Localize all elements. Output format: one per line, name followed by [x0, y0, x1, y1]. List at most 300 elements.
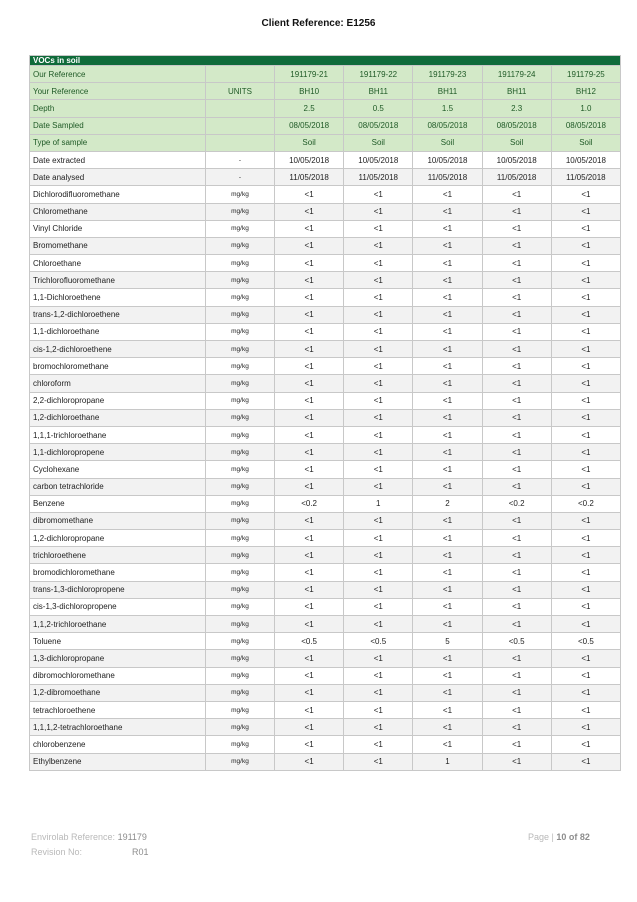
result-cell: <1	[413, 409, 482, 426]
analyte-name: 1,2-dichloropropane	[30, 530, 206, 547]
table-row	[30, 375, 621, 392]
revision-number	[31, 847, 149, 857]
result-cell: <1	[551, 736, 620, 753]
analyte-name: Chloroethane	[30, 255, 206, 272]
result-cell: <1	[551, 341, 620, 358]
result-cell: <1	[482, 512, 551, 529]
result-cell: <1	[551, 375, 620, 392]
result-cell: <1	[551, 220, 620, 237]
page-current: 10	[556, 832, 567, 842]
analyte-unit: mg/kg	[206, 736, 275, 753]
result-cell: 1	[413, 753, 482, 770]
analyte-unit: mg/kg	[206, 409, 275, 426]
table-row	[30, 255, 621, 272]
analyte-unit: mg/kg	[206, 237, 275, 254]
result-cell: <1	[344, 478, 413, 495]
result-cell: <1	[344, 547, 413, 564]
table-row	[30, 444, 621, 461]
table-row	[30, 461, 621, 478]
analyte-unit: mg/kg	[206, 255, 275, 272]
header-value: 08/05/2018	[551, 117, 620, 134]
result-cell: <1	[551, 667, 620, 684]
result-cell: <1	[413, 667, 482, 684]
analyte-name: trichloroethene	[30, 547, 206, 564]
header-value: 1.0	[551, 100, 620, 117]
result-cell: <1	[275, 409, 344, 426]
result-cell: <0.5	[275, 633, 344, 650]
analyte-name: dibromochloromethane	[30, 667, 206, 684]
analyte-unit: mg/kg	[206, 667, 275, 684]
header-value: BH11	[413, 83, 482, 100]
table-row	[30, 512, 621, 529]
analyte-unit: -	[206, 151, 275, 168]
analyte-name: 1,1-dichloropropene	[30, 444, 206, 461]
result-cell: <1	[275, 461, 344, 478]
result-cell: <1	[551, 409, 620, 426]
result-cell: <1	[551, 186, 620, 203]
result-cell: <1	[551, 753, 620, 770]
result-cell: <1	[344, 203, 413, 220]
analyte-name: Benzene	[30, 495, 206, 512]
result-cell: <1	[413, 358, 482, 375]
result-cell: <1	[482, 392, 551, 409]
analyte-unit: mg/kg	[206, 444, 275, 461]
analyte-name: Dichlorodifluoromethane	[30, 186, 206, 203]
header-value: Soil	[344, 134, 413, 151]
table-row	[30, 616, 621, 633]
result-cell: <1	[344, 736, 413, 753]
result-cell: <1	[344, 461, 413, 478]
result-cell: <1	[275, 255, 344, 272]
header-value: 191179-25	[551, 66, 620, 83]
analyte-name: 1,3-dichloropropane	[30, 650, 206, 667]
result-cell: <1	[413, 341, 482, 358]
result-cell: <1	[275, 306, 344, 323]
header-value: 191179-21	[275, 66, 344, 83]
header-value: Soil	[413, 134, 482, 151]
result-cell: <1	[344, 701, 413, 718]
result-cell: <0.2	[482, 495, 551, 512]
result-cell: <1	[551, 547, 620, 564]
analyte-name: 1,2-dichloroethane	[30, 409, 206, 426]
client-reference: Client Reference: E1256	[261, 18, 376, 29]
result-cell: <1	[275, 358, 344, 375]
table-row	[30, 736, 621, 753]
result-cell: 5	[413, 633, 482, 650]
analyte-name: 1,1-Dichloroethene	[30, 289, 206, 306]
result-cell: <1	[551, 598, 620, 615]
table-row	[30, 598, 621, 615]
analyte-name: 1,1,1,2-tetrachloroethane	[30, 719, 206, 736]
result-cell: <1	[344, 650, 413, 667]
result-cell: 1	[344, 495, 413, 512]
header-value: Soil	[275, 134, 344, 151]
result-cell: <1	[413, 426, 482, 443]
header-row	[30, 134, 621, 151]
analyte-name: tetrachloroethene	[30, 701, 206, 718]
analyte-unit: mg/kg	[206, 581, 275, 598]
table-row	[30, 341, 621, 358]
analyte-name: trans-1,3-dichloropropene	[30, 581, 206, 598]
header-value: 08/05/2018	[275, 117, 344, 134]
analyte-name: cis-1,2-dichloroethene	[30, 341, 206, 358]
analyte-name: carbon tetrachloride	[30, 478, 206, 495]
analyte-unit: mg/kg	[206, 564, 275, 581]
result-cell: <1	[482, 701, 551, 718]
result-cell: <1	[413, 375, 482, 392]
result-cell: <1	[275, 444, 344, 461]
result-cell: <1	[344, 323, 413, 340]
header-units	[206, 100, 275, 117]
header-value: BH12	[551, 83, 620, 100]
analyte-unit: mg/kg	[206, 341, 275, 358]
analyte-unit: mg/kg	[206, 306, 275, 323]
result-cell: <1	[482, 237, 551, 254]
analyte-unit: mg/kg	[206, 220, 275, 237]
header-value: 2.5	[275, 100, 344, 117]
result-cell: <1	[551, 461, 620, 478]
result-cell: <1	[344, 684, 413, 701]
result-cell: 10/05/2018	[275, 151, 344, 168]
result-cell: <1	[275, 753, 344, 770]
table-row	[30, 650, 621, 667]
result-cell: <1	[413, 736, 482, 753]
result-cell: <1	[482, 684, 551, 701]
header-units	[206, 134, 275, 151]
header-value: Soil	[551, 134, 620, 151]
result-cell: <1	[413, 323, 482, 340]
result-cell: <1	[551, 323, 620, 340]
analyte-name: Vinyl Chloride	[30, 220, 206, 237]
result-cell: <1	[482, 616, 551, 633]
table-row	[30, 272, 621, 289]
table-row	[30, 547, 621, 564]
result-cell: <1	[551, 478, 620, 495]
result-cell: <1	[482, 323, 551, 340]
analyte-name: Chloromethane	[30, 203, 206, 220]
result-cell: <1	[344, 426, 413, 443]
result-cell: <1	[275, 598, 344, 615]
result-cell: <1	[344, 564, 413, 581]
result-cell: <1	[482, 753, 551, 770]
table-row	[30, 426, 621, 443]
page-number	[528, 832, 590, 842]
header-label: Type of sample	[30, 134, 206, 151]
header-value: 2.3	[482, 100, 551, 117]
header-value: 191179-23	[413, 66, 482, 83]
result-cell: <1	[344, 375, 413, 392]
table-row	[30, 530, 621, 547]
table-row	[30, 581, 621, 598]
result-cell: <1	[344, 444, 413, 461]
result-cell: 11/05/2018	[344, 169, 413, 186]
analyte-unit: mg/kg	[206, 186, 275, 203]
header-units	[206, 117, 275, 134]
result-cell: <1	[275, 581, 344, 598]
analyte-unit: mg/kg	[206, 478, 275, 495]
table-row	[30, 564, 621, 581]
table-title: VOCs in soil	[30, 56, 621, 66]
result-cell: <1	[551, 581, 620, 598]
result-cell: <1	[344, 220, 413, 237]
analyte-unit: mg/kg	[206, 598, 275, 615]
table-row	[30, 203, 621, 220]
header-value: 08/05/2018	[344, 117, 413, 134]
page-of: of	[568, 832, 578, 842]
analyte-name: bromodichloromethane	[30, 564, 206, 581]
header-row	[30, 117, 621, 134]
table-row	[30, 289, 621, 306]
header-units	[206, 66, 275, 83]
analyte-name: chlorobenzene	[30, 736, 206, 753]
analyte-unit: mg/kg	[206, 426, 275, 443]
result-cell: <1	[344, 358, 413, 375]
result-cell: <1	[344, 616, 413, 633]
result-cell: <1	[275, 220, 344, 237]
result-cell: <1	[413, 564, 482, 581]
result-cell: <1	[344, 581, 413, 598]
result-cell: <0.2	[551, 495, 620, 512]
result-cell: <1	[482, 736, 551, 753]
result-cell: 11/05/2018	[482, 169, 551, 186]
revision-label: Revision No:	[31, 847, 83, 857]
result-cell: <1	[482, 719, 551, 736]
result-cell: <1	[413, 547, 482, 564]
analyte-unit: mg/kg	[206, 530, 275, 547]
result-cell: <1	[275, 564, 344, 581]
header-value: Soil	[482, 134, 551, 151]
result-cell: <1	[275, 392, 344, 409]
analyte-name: Cyclohexane	[30, 461, 206, 478]
table-row	[30, 186, 621, 203]
analyte-name: 1,1,2-trichloroethane	[30, 616, 206, 633]
result-cell: <1	[413, 203, 482, 220]
result-cell: <1	[275, 701, 344, 718]
result-cell: <1	[344, 341, 413, 358]
result-cell: <1	[482, 426, 551, 443]
result-cell: 11/05/2018	[413, 169, 482, 186]
result-cell: <1	[413, 237, 482, 254]
analyte-unit: mg/kg	[206, 701, 275, 718]
analyte-name: 2,2-dichloropropane	[30, 392, 206, 409]
header-row	[30, 83, 621, 100]
result-cell: <1	[551, 237, 620, 254]
result-cell: <0.2	[275, 495, 344, 512]
table-row	[30, 667, 621, 684]
analyte-unit: mg/kg	[206, 358, 275, 375]
result-cell: <1	[551, 564, 620, 581]
result-cell: <1	[275, 667, 344, 684]
result-cell: <1	[482, 255, 551, 272]
analyte-unit: mg/kg	[206, 547, 275, 564]
result-cell: <1	[413, 255, 482, 272]
result-cell: <1	[551, 255, 620, 272]
analyte-unit: mg/kg	[206, 461, 275, 478]
analyte-name: Toluene	[30, 633, 206, 650]
result-cell: <1	[275, 478, 344, 495]
result-cell: <1	[482, 186, 551, 203]
header-value: 191179-24	[482, 66, 551, 83]
result-cell: <1	[275, 512, 344, 529]
voc-results-table	[29, 55, 621, 771]
result-cell: <0.5	[482, 633, 551, 650]
analyte-unit: mg/kg	[206, 633, 275, 650]
result-cell: <1	[344, 753, 413, 770]
result-cell: <1	[275, 547, 344, 564]
result-cell: <1	[482, 203, 551, 220]
result-cell: 11/05/2018	[275, 169, 344, 186]
header-value: 08/05/2018	[413, 117, 482, 134]
result-cell: <1	[413, 530, 482, 547]
result-cell: <1	[551, 358, 620, 375]
page-label: Page |	[528, 832, 554, 842]
result-cell: <1	[413, 186, 482, 203]
result-cell: <1	[413, 616, 482, 633]
result-cell: <1	[551, 392, 620, 409]
result-cell: <1	[413, 220, 482, 237]
result-cell: <1	[482, 306, 551, 323]
result-cell: <1	[344, 512, 413, 529]
result-cell: <1	[275, 272, 344, 289]
header-value: BH10	[275, 83, 344, 100]
table-row	[30, 409, 621, 426]
header-label: Our Reference	[30, 66, 206, 83]
result-cell: <1	[482, 581, 551, 598]
table-row	[30, 169, 621, 186]
analyte-unit: mg/kg	[206, 203, 275, 220]
analyte-name: Date extracted	[30, 151, 206, 168]
table-row	[30, 220, 621, 237]
table-row	[30, 684, 621, 701]
analyte-unit: -	[206, 169, 275, 186]
result-cell: <1	[551, 701, 620, 718]
result-cell: <1	[413, 444, 482, 461]
result-cell: <1	[482, 650, 551, 667]
page-total: 82	[579, 832, 590, 842]
analyte-name: Bromomethane	[30, 237, 206, 254]
result-cell: <1	[551, 616, 620, 633]
analyte-name: 1,1,1-trichloroethane	[30, 426, 206, 443]
analyte-name: Trichlorofluoromethane	[30, 272, 206, 289]
table-row	[30, 753, 621, 770]
analyte-name: Ethylbenzene	[30, 753, 206, 770]
envirolab-reference-label: Envirolab Reference:	[31, 832, 116, 842]
result-cell: 2	[413, 495, 482, 512]
table-row	[30, 306, 621, 323]
envirolab-reference-value: 191179	[117, 832, 147, 842]
result-cell: <1	[344, 667, 413, 684]
result-cell: <1	[413, 306, 482, 323]
result-cell: <1	[275, 684, 344, 701]
header-label: Date Sampled	[30, 117, 206, 134]
result-cell: <1	[482, 530, 551, 547]
result-cell: <1	[344, 530, 413, 547]
result-cell: <1	[482, 289, 551, 306]
result-cell: <1	[413, 684, 482, 701]
result-cell: <1	[344, 289, 413, 306]
analyte-unit: mg/kg	[206, 616, 275, 633]
analyte-name: trans-1,2-dichloroethene	[30, 306, 206, 323]
analyte-unit: mg/kg	[206, 375, 275, 392]
result-cell: <1	[413, 478, 482, 495]
analyte-name: 1,2-dibromoethane	[30, 684, 206, 701]
analyte-name: 1,1-dichloroethane	[30, 323, 206, 340]
header-label: Depth	[30, 100, 206, 117]
result-cell: <0.5	[344, 633, 413, 650]
result-cell: <1	[275, 375, 344, 392]
result-cell: <1	[551, 203, 620, 220]
header-value: BH11	[482, 83, 551, 100]
table-row	[30, 701, 621, 718]
result-cell: <1	[344, 272, 413, 289]
result-cell: <1	[413, 719, 482, 736]
analyte-name: Date analysed	[30, 169, 206, 186]
result-cell: <0.5	[551, 633, 620, 650]
result-cell: <1	[413, 289, 482, 306]
analyte-name: dibromomethane	[30, 512, 206, 529]
table-row	[30, 633, 621, 650]
result-cell: <1	[275, 719, 344, 736]
table-title-row	[30, 56, 621, 66]
result-cell: <1	[344, 719, 413, 736]
result-cell: <1	[275, 616, 344, 633]
result-cell: <1	[413, 512, 482, 529]
header-row	[30, 100, 621, 117]
analyte-unit: mg/kg	[206, 512, 275, 529]
result-cell: <1	[482, 444, 551, 461]
result-cell: <1	[344, 255, 413, 272]
result-cell: <1	[551, 530, 620, 547]
envirolab-reference	[31, 832, 147, 842]
result-cell: <1	[482, 598, 551, 615]
analyte-unit: mg/kg	[206, 495, 275, 512]
result-cell: <1	[482, 220, 551, 237]
header-value: BH11	[344, 83, 413, 100]
analyte-unit: mg/kg	[206, 272, 275, 289]
result-cell: <1	[482, 409, 551, 426]
analyte-name: cis-1,3-dichloropropene	[30, 598, 206, 615]
header-value: 08/05/2018	[482, 117, 551, 134]
header-units: UNITS	[206, 83, 275, 100]
result-cell: 10/05/2018	[413, 151, 482, 168]
header-value: 191179-22	[344, 66, 413, 83]
table-row	[30, 323, 621, 340]
result-cell: 10/05/2018	[482, 151, 551, 168]
table-row	[30, 358, 621, 375]
table-row	[30, 392, 621, 409]
header-row	[30, 66, 621, 83]
result-cell: <1	[551, 306, 620, 323]
result-cell: <1	[275, 289, 344, 306]
result-cell: <1	[413, 461, 482, 478]
result-cell: <1	[275, 323, 344, 340]
result-cell: <1	[344, 237, 413, 254]
analyte-name: bromochloromethane	[30, 358, 206, 375]
header-label: Your Reference	[30, 83, 206, 100]
result-cell: <1	[344, 392, 413, 409]
table-row	[30, 151, 621, 168]
result-cell: <1	[344, 186, 413, 203]
result-cell: <1	[275, 186, 344, 203]
result-cell: <1	[551, 719, 620, 736]
table-row	[30, 237, 621, 254]
result-cell: <1	[413, 598, 482, 615]
header-value: 0.5	[344, 100, 413, 117]
table-row	[30, 719, 621, 736]
analyte-unit: mg/kg	[206, 684, 275, 701]
result-cell: <1	[275, 203, 344, 220]
result-cell: <1	[482, 667, 551, 684]
